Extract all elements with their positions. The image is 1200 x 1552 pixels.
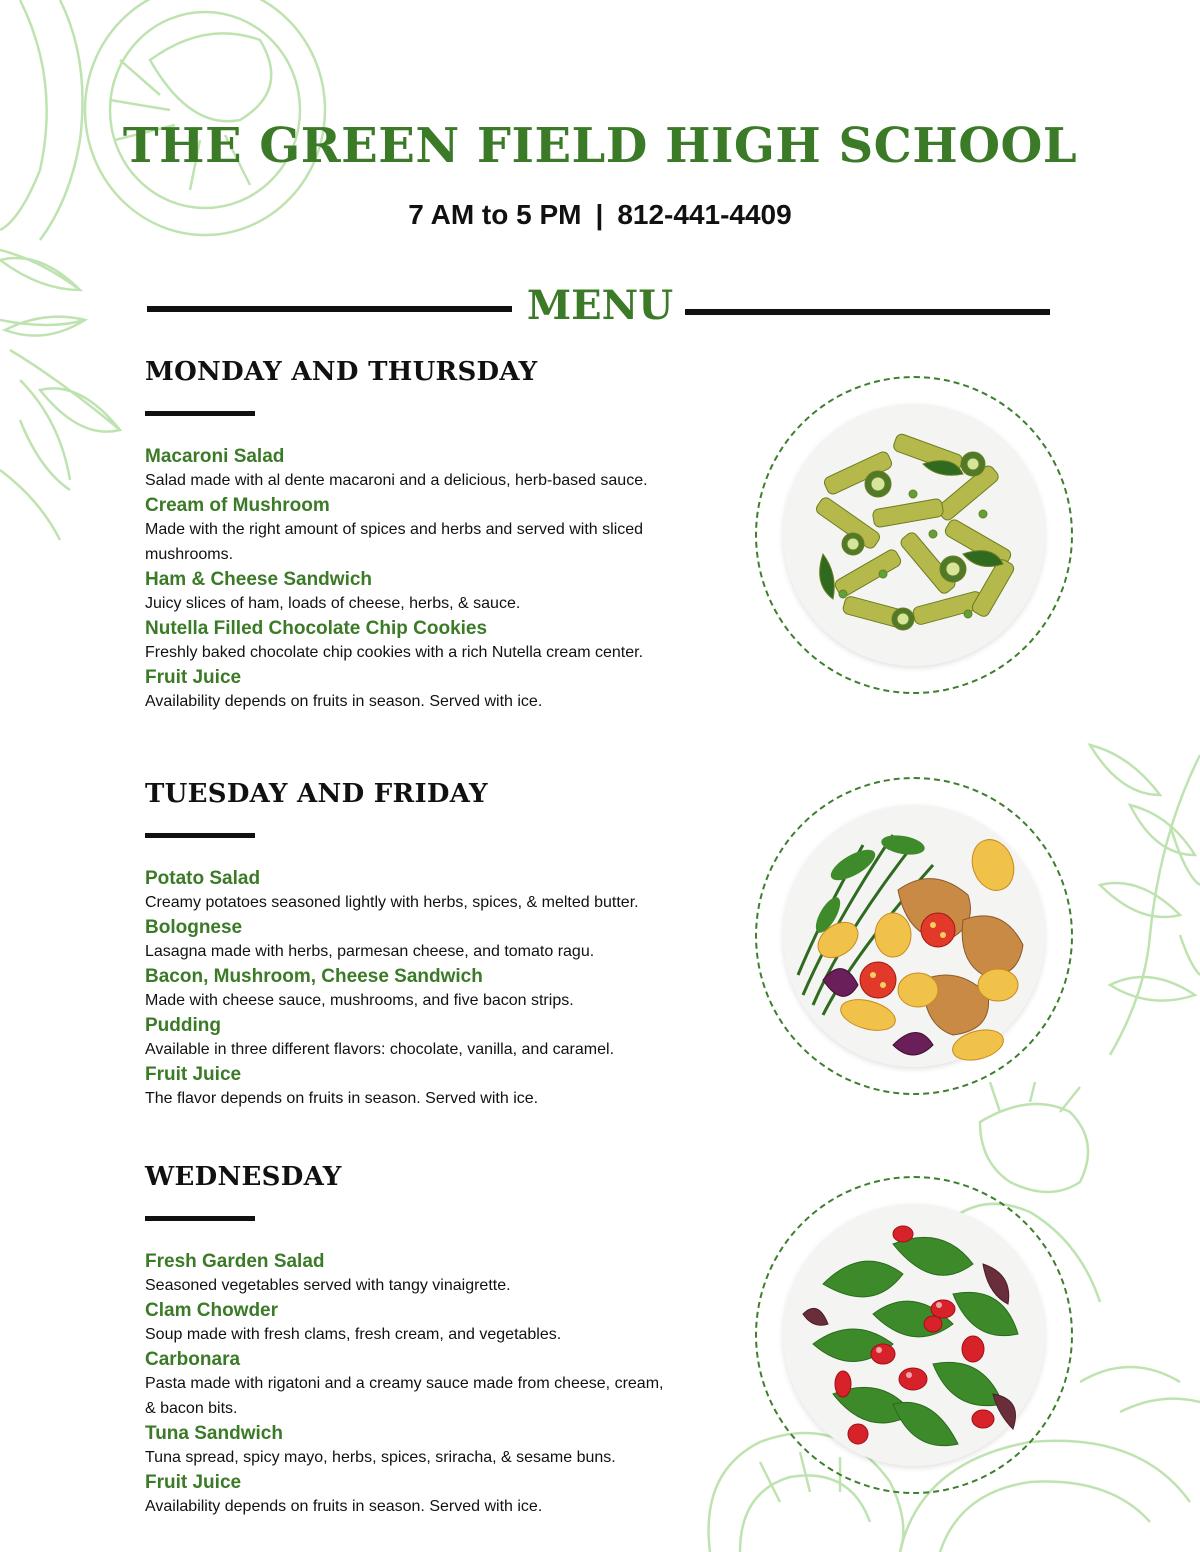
menu-item-description: Tuna spread, spicy mayo, herbs, spices, sriracha, & sesame buns. bbox=[145, 1449, 616, 1466]
menu-section-monday-thursday bbox=[145, 357, 725, 716]
menu-item bbox=[145, 618, 725, 665]
menu-item-description: Lasagna made with herbs, parmesan cheese, and tomato ragu. bbox=[145, 943, 595, 960]
menu-item-description: Made with cheese sauce, mushrooms, and five bacon strips. bbox=[145, 992, 574, 1009]
menu-item bbox=[145, 1300, 725, 1347]
menu-item bbox=[145, 917, 725, 964]
menu-item bbox=[145, 495, 725, 567]
menu-item-name: Fruit Juice bbox=[145, 667, 242, 688]
menu-item-name: Macaroni Salad bbox=[145, 446, 285, 467]
chicken-potato-illustration bbox=[783, 805, 1045, 1067]
menu-item-name: Ham & Cheese Sandwich bbox=[145, 569, 373, 590]
menu-item bbox=[145, 1015, 725, 1062]
contact-separator: | bbox=[595, 199, 604, 230]
menu-item-description: The flavor depends on fruits in season. Served with ice. bbox=[145, 1090, 539, 1107]
menu-item-description: Seasoned vegetables served with tangy vinaigrette. bbox=[145, 1277, 511, 1294]
menu-item-name: Tuna Sandwich bbox=[145, 1423, 283, 1444]
menu-item-description: Juicy slices of ham, loads of cheese, herbs, & sauce. bbox=[145, 595, 521, 612]
section-underline bbox=[145, 833, 255, 838]
menu-item-name: Potato Salad bbox=[145, 868, 261, 889]
menu-item-description: Availability depends on fruits in season. Served with ice. bbox=[145, 693, 543, 710]
menu-item-name: Fruit Juice bbox=[145, 1472, 242, 1493]
phone-number: 812-441-4409 bbox=[617, 199, 792, 230]
menu-item-name: Clam Chowder bbox=[145, 1300, 279, 1321]
opening-hours: 7 AM to 5 PM bbox=[408, 199, 582, 230]
menu-item bbox=[145, 1349, 725, 1421]
section-day-heading: TUESDAY AND FRIDAY bbox=[145, 779, 488, 809]
menu-item bbox=[145, 1423, 725, 1470]
menu-item bbox=[145, 1251, 725, 1298]
menu-section-wednesday bbox=[145, 1162, 725, 1521]
menu-item bbox=[145, 966, 725, 1013]
menu-item-description: Creamy potatoes seasoned lightly with herbs, spices, & melted butter. bbox=[145, 894, 639, 911]
menu-item bbox=[145, 667, 725, 714]
menu-item-description: Soup made with fresh clams, fresh cream, and vegetables. bbox=[145, 1326, 562, 1343]
section-day-heading: WEDNESDAY bbox=[145, 1162, 342, 1192]
menu-item-name: Bacon, Mushroom, Cheese Sandwich bbox=[145, 966, 483, 987]
menu-item bbox=[145, 569, 725, 616]
green-salad-photo bbox=[755, 1176, 1073, 1494]
section-underline bbox=[145, 1216, 255, 1221]
section-day-heading: MONDAY AND THURSDAY bbox=[145, 357, 538, 387]
menu-item-description: Freshly baked chocolate chip cookies with a rich Nutella cream center. bbox=[145, 644, 644, 661]
menu-title: MENU bbox=[526, 282, 674, 329]
menu-item-description: Made with the right amount of spices and herbs and served with sliced mushrooms. bbox=[145, 521, 644, 563]
menu-item-name: Fruit Juice bbox=[145, 1064, 242, 1085]
menu-item-name: Fresh Garden Salad bbox=[145, 1251, 325, 1272]
menu-section-tuesday-friday bbox=[145, 779, 725, 1113]
menu-item-name: Carbonara bbox=[145, 1349, 241, 1370]
menu-item-name: Cream of Mushroom bbox=[145, 495, 330, 516]
menu-item bbox=[145, 446, 725, 493]
pasta-dish-photo bbox=[755, 376, 1073, 694]
leaf-decoration-right bbox=[1070, 735, 1200, 1065]
menu-item-name: Bolognese bbox=[145, 917, 243, 938]
menu-rule-right bbox=[685, 309, 1050, 315]
menu-item-name: Nutella Filled Chocolate Chip Cookies bbox=[145, 618, 488, 639]
menu-item-name: Pudding bbox=[145, 1015, 221, 1036]
menu-item-description: Salad made with al dente macaroni and a delicious, herb-based sauce. bbox=[145, 472, 648, 489]
menu-item bbox=[145, 1064, 725, 1111]
menu-item-description: Available in three different flavors: chocolate, vanilla, and caramel. bbox=[145, 1041, 615, 1058]
section-underline bbox=[145, 411, 255, 416]
menu-item bbox=[145, 1472, 725, 1519]
menu-item bbox=[145, 868, 725, 915]
menu-item-description: Availability depends on fruits in season. Served with ice. bbox=[145, 1498, 543, 1515]
contact-line bbox=[0, 199, 1200, 231]
pasta-illustration bbox=[783, 404, 1045, 666]
menu-item-description: Pasta made with rigatoni and a creamy sauce made from cheese, cream, & bacon bits. bbox=[145, 1375, 664, 1417]
roast-chicken-potato-photo bbox=[755, 777, 1073, 1095]
salad-illustration bbox=[783, 1204, 1045, 1466]
school-name: THE GREEN FIELD HIGH SCHOOL bbox=[122, 118, 1078, 174]
